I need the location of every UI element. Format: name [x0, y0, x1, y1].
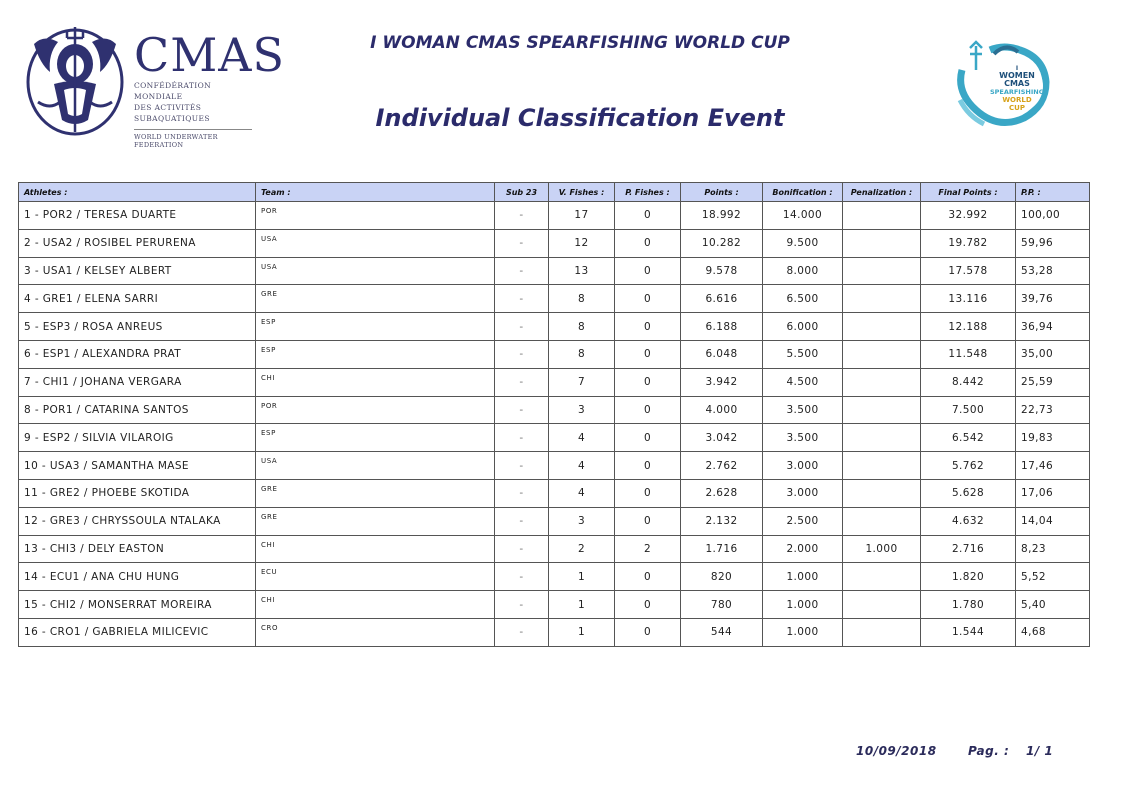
cell-sub23: - [495, 507, 549, 535]
cell-final-points: 5.762 [921, 452, 1016, 480]
cell-v-fishes: 3 [549, 507, 615, 535]
footer-page-value: 1/ 1 [1026, 744, 1054, 758]
footer-page-label: Pag. : [968, 744, 1010, 758]
cell-pp: 19,83 [1016, 424, 1090, 452]
cell-athlete: 6 - ESP1 / ALEXANDRA PRAT [19, 340, 256, 368]
cell-points: 820 [681, 563, 763, 591]
table-row [19, 396, 1090, 424]
cell-final-points: 12.188 [921, 313, 1016, 341]
cell-penalization [843, 229, 921, 257]
table-header-row [19, 183, 1090, 202]
cell-v-fishes: 1 [549, 618, 615, 646]
cell-pp: 17,06 [1016, 479, 1090, 507]
cell-athlete: 12 - GRE3 / CHRYSSOULA NTALAKA [19, 507, 256, 535]
cell-sub23: - [495, 202, 549, 230]
cell-bonification: 6.000 [763, 313, 843, 341]
table-row [19, 591, 1090, 619]
cell-athlete: 14 - ECU1 / ANA CHU HUNG [19, 563, 256, 591]
cell-pp: 5,40 [1016, 591, 1090, 619]
cell-v-fishes: 1 [549, 591, 615, 619]
cell-athlete: 2 - USA2 / ROSIBEL PERURENA [19, 229, 256, 257]
cell-final-points: 4.632 [921, 507, 1016, 535]
col-v-fishes: V. Fishes : [549, 183, 615, 202]
table-row [19, 202, 1090, 230]
cell-bonification: 1.000 [763, 591, 843, 619]
cell-athlete: 8 - POR1 / CATARINA SANTOS [19, 396, 256, 424]
table-row [19, 257, 1090, 285]
cell-penalization [843, 340, 921, 368]
table-row [19, 285, 1090, 313]
cell-points: 6.048 [681, 340, 763, 368]
cmas-subtitle-line3: WORLD UNDERWATER FEDERATION [134, 133, 218, 149]
cell-points: 10.282 [681, 229, 763, 257]
cell-pp: 59,96 [1016, 229, 1090, 257]
cell-points: 9.578 [681, 257, 763, 285]
cell-points: 3.042 [681, 424, 763, 452]
table-row [19, 563, 1090, 591]
cell-final-points: 32.992 [921, 202, 1016, 230]
cell-athlete: 5 - ESP3 / ROSA ANREUS [19, 313, 256, 341]
cell-athlete: 9 - ESP2 / SILVIA VILAROIG [19, 424, 256, 452]
cell-sub23: - [495, 340, 549, 368]
cell-final-points: 6.542 [921, 424, 1016, 452]
logo-right-line5: WORLD [1002, 96, 1032, 104]
cell-pp: 17,46 [1016, 452, 1090, 480]
table-row [19, 424, 1090, 452]
cell-final-points: 2.716 [921, 535, 1016, 563]
cell-bonification: 5.500 [763, 340, 843, 368]
cell-team: POR [256, 202, 495, 230]
cell-points: 2.628 [681, 479, 763, 507]
cmas-logo [24, 24, 286, 149]
cell-v-fishes: 17 [549, 202, 615, 230]
cell-pp: 39,76 [1016, 285, 1090, 313]
logo-right-line1: I [1015, 65, 1019, 72]
cell-p-fishes: 0 [615, 591, 681, 619]
cell-pp: 5,52 [1016, 563, 1090, 591]
cell-v-fishes: 4 [549, 479, 615, 507]
col-bonification: Bonification : [763, 183, 843, 202]
cell-bonification: 3.500 [763, 424, 843, 452]
cell-points: 6.616 [681, 285, 763, 313]
cell-penalization [843, 507, 921, 535]
cell-penalization [843, 368, 921, 396]
col-pp: P.P. : [1016, 183, 1090, 202]
cmas-wordmark [134, 28, 286, 149]
logo-right-line2: WOMEN [999, 71, 1035, 80]
cell-penalization [843, 257, 921, 285]
cell-bonification: 6.500 [763, 285, 843, 313]
cell-p-fishes: 0 [615, 618, 681, 646]
table-row [19, 535, 1090, 563]
cell-bonification: 4.500 [763, 368, 843, 396]
table-row [19, 618, 1090, 646]
cell-penalization [843, 396, 921, 424]
cell-v-fishes: 2 [549, 535, 615, 563]
cell-sub23: - [495, 563, 549, 591]
cell-penalization [843, 424, 921, 452]
cell-points: 1.716 [681, 535, 763, 563]
cell-final-points: 8.442 [921, 368, 1016, 396]
cell-penalization [843, 591, 921, 619]
cell-bonification: 2.000 [763, 535, 843, 563]
table-row [19, 507, 1090, 535]
table-row [19, 340, 1090, 368]
logo-right-line6: CUP [1009, 104, 1025, 112]
cell-v-fishes: 7 [549, 368, 615, 396]
cell-points: 2.132 [681, 507, 763, 535]
cell-penalization [843, 479, 921, 507]
table-body [19, 202, 1090, 647]
cell-v-fishes: 8 [549, 313, 615, 341]
cell-final-points: 1.780 [921, 591, 1016, 619]
cell-pp: 4,68 [1016, 618, 1090, 646]
cell-bonification: 8.000 [763, 257, 843, 285]
cell-penalization: 1.000 [843, 535, 921, 563]
cell-sub23: - [495, 396, 549, 424]
cell-team: CHI [256, 591, 495, 619]
cell-bonification: 3.000 [763, 452, 843, 480]
cell-pp: 8,23 [1016, 535, 1090, 563]
cell-sub23: - [495, 285, 549, 313]
cell-final-points: 13.116 [921, 285, 1016, 313]
cmas-subtitle-line2: DES ACTIVITÉS SUBAQUATIQUES [134, 103, 210, 123]
cell-pp: 35,00 [1016, 340, 1090, 368]
cell-v-fishes: 8 [549, 285, 615, 313]
cell-team: CRO [256, 618, 495, 646]
neptune-emblem-icon [24, 24, 126, 136]
cell-points: 4.000 [681, 396, 763, 424]
cell-points: 2.762 [681, 452, 763, 480]
cell-bonification: 1.000 [763, 618, 843, 646]
cell-athlete: 10 - USA3 / SAMANTHA MASE [19, 452, 256, 480]
cell-athlete: 15 - CHI2 / MONSERRAT MOREIRA [19, 591, 256, 619]
cmas-name: CMAS [134, 28, 286, 82]
cell-sub23: - [495, 368, 549, 396]
cell-p-fishes: 0 [615, 563, 681, 591]
cell-penalization [843, 285, 921, 313]
cell-bonification: 3.500 [763, 396, 843, 424]
cell-p-fishes: 0 [615, 479, 681, 507]
col-penalization: Penalization : [843, 183, 921, 202]
cell-penalization [843, 618, 921, 646]
event-title: I WOMAN CMAS SPEARFISHING WORLD CUP [370, 33, 790, 53]
cell-p-fishes: 0 [615, 368, 681, 396]
cell-final-points: 5.628 [921, 479, 1016, 507]
table-row [19, 479, 1090, 507]
cmas-subtitle-line1: CONFÉDÉRATION MONDIALE [134, 81, 212, 101]
table-row [19, 229, 1090, 257]
cell-final-points: 7.500 [921, 396, 1016, 424]
cell-bonification: 9.500 [763, 229, 843, 257]
cell-bonification: 2.500 [763, 507, 843, 535]
cell-athlete: 13 - CHI3 / DELY EASTON [19, 535, 256, 563]
cell-penalization [843, 313, 921, 341]
cell-pp: 14,04 [1016, 507, 1090, 535]
cell-sub23: - [495, 313, 549, 341]
cell-sub23: - [495, 618, 549, 646]
cell-athlete: 16 - CRO1 / GABRIELA MILICEVIC [19, 618, 256, 646]
cell-points: 3.942 [681, 368, 763, 396]
cell-p-fishes: 0 [615, 396, 681, 424]
cell-bonification: 3.000 [763, 479, 843, 507]
cell-p-fishes: 2 [615, 535, 681, 563]
document-title: Individual Classification Event [375, 104, 785, 132]
cell-athlete: 4 - GRE1 / ELENA SARRI [19, 285, 256, 313]
cell-team: ECU [256, 563, 495, 591]
cell-sub23: - [495, 535, 549, 563]
cell-pp: 25,59 [1016, 368, 1090, 396]
cell-team: ESP [256, 313, 495, 341]
cell-sub23: - [495, 452, 549, 480]
col-team: Team : [256, 183, 495, 202]
cell-bonification: 14.000 [763, 202, 843, 230]
cmas-divider [134, 129, 252, 130]
cell-team: CHI [256, 368, 495, 396]
cell-sub23: - [495, 591, 549, 619]
cell-team: GRE [256, 285, 495, 313]
table-row [19, 313, 1090, 341]
cell-v-fishes: 3 [549, 396, 615, 424]
cell-v-fishes: 8 [549, 340, 615, 368]
col-p-fishes: P. Fishes : [615, 183, 681, 202]
cell-p-fishes: 0 [615, 285, 681, 313]
cell-athlete: 7 - CHI1 / JOHANA VERGARA [19, 368, 256, 396]
world-cup-logo-icon [954, 40, 1052, 130]
cell-points: 780 [681, 591, 763, 619]
table-row [19, 368, 1090, 396]
cell-bonification: 1.000 [763, 563, 843, 591]
cell-penalization [843, 563, 921, 591]
col-final-points: Final Points : [921, 183, 1016, 202]
cell-v-fishes: 12 [549, 229, 615, 257]
cell-team: ESP [256, 424, 495, 452]
col-sub23: Sub 23 [495, 183, 549, 202]
col-athletes: Athletes : [19, 183, 256, 202]
cell-points: 544 [681, 618, 763, 646]
cell-final-points: 19.782 [921, 229, 1016, 257]
cell-p-fishes: 0 [615, 313, 681, 341]
cell-team: GRE [256, 507, 495, 535]
cell-team: POR [256, 396, 495, 424]
cell-pp: 100,00 [1016, 202, 1090, 230]
cell-pp: 53,28 [1016, 257, 1090, 285]
footer-date: 10/09/2018 [856, 744, 937, 758]
cell-points: 18.992 [681, 202, 763, 230]
cell-sub23: - [495, 257, 549, 285]
cell-v-fishes: 4 [549, 452, 615, 480]
cell-penalization [843, 452, 921, 480]
cell-team: USA [256, 257, 495, 285]
cell-p-fishes: 0 [615, 340, 681, 368]
cell-v-fishes: 4 [549, 424, 615, 452]
table-row [19, 452, 1090, 480]
logo-right-line4: SPEARFISHING [989, 88, 1045, 96]
cell-v-fishes: 13 [549, 257, 615, 285]
cell-pp: 36,94 [1016, 313, 1090, 341]
cell-sub23: - [495, 229, 549, 257]
cell-p-fishes: 0 [615, 424, 681, 452]
cell-final-points: 17.578 [921, 257, 1016, 285]
cell-athlete: 11 - GRE2 / PHOEBE SKOTIDA [19, 479, 256, 507]
cell-athlete: 3 - USA1 / KELSEY ALBERT [19, 257, 256, 285]
cell-team: GRE [256, 479, 495, 507]
cell-p-fishes: 0 [615, 452, 681, 480]
cell-p-fishes: 0 [615, 507, 681, 535]
classification-table [18, 182, 1090, 647]
cell-pp: 22,73 [1016, 396, 1090, 424]
cell-points: 6.188 [681, 313, 763, 341]
cell-team: ESP [256, 340, 495, 368]
cell-team: USA [256, 452, 495, 480]
cell-p-fishes: 0 [615, 257, 681, 285]
cell-v-fishes: 1 [549, 563, 615, 591]
col-points: Points : [681, 183, 763, 202]
cell-athlete: 1 - POR2 / TERESA DUARTE [19, 202, 256, 230]
cell-penalization [843, 202, 921, 230]
cell-team: USA [256, 229, 495, 257]
cell-final-points: 1.820 [921, 563, 1016, 591]
cell-p-fishes: 0 [615, 202, 681, 230]
logo-right-line3: CMAS [1004, 79, 1030, 88]
cell-final-points: 1.544 [921, 618, 1016, 646]
cell-sub23: - [495, 479, 549, 507]
cell-team: CHI [256, 535, 495, 563]
cell-sub23: - [495, 424, 549, 452]
cell-final-points: 11.548 [921, 340, 1016, 368]
cell-p-fishes: 0 [615, 229, 681, 257]
